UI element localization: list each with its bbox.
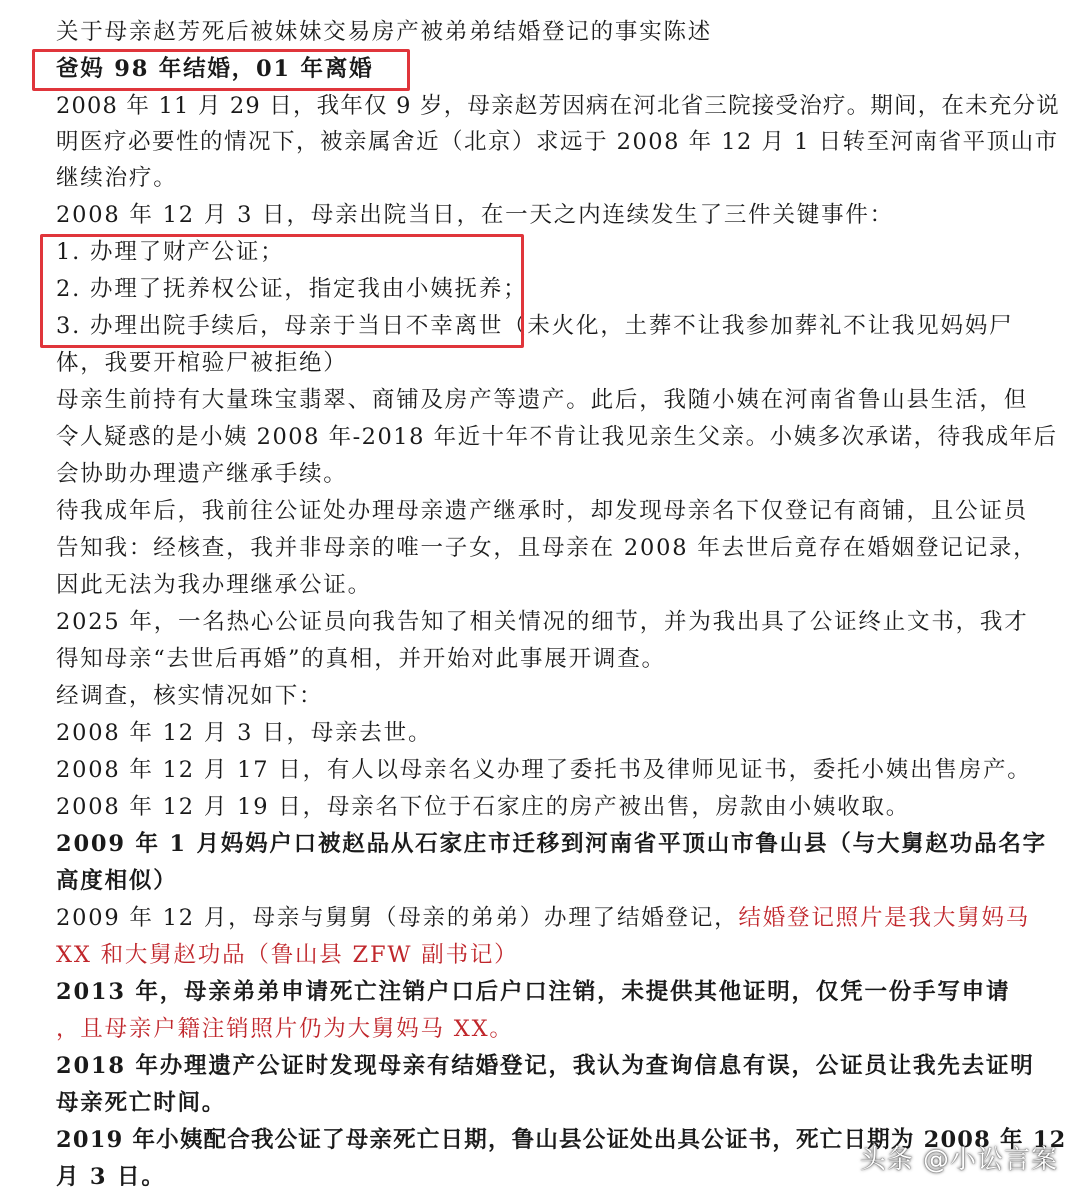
line-15: 因此无法为我办理继承公证。 [56,572,372,598]
line-1: 爸妈 98 年结婚，01 年离婚 [56,56,374,82]
line-12: 会协助办理遗产继承手续。 [56,461,348,487]
watermark: 头条 @小讼言案 [859,1145,1058,1175]
line-30: 2019 年小姨配合我公证了母亲死亡日期，鲁山县公证处出具公证书，死亡日期为 2008 年 12 [56,1127,1067,1153]
line-28: 2018 年办理遗产公证时发现母亲有结婚登记，我认为查询信息有误，公证员让我先去证明 [56,1053,1035,1079]
document-title: 关于母亲赵芳死后被妹妹交易房产被弟弟结婚登记的事实陈述 [56,19,713,45]
line-5: 2008 年 12 月 3 日，母亲出院当日，在一天之内连续发生了三件关键事件： [56,202,894,228]
line-24-text: 2009 年 12 月，母亲与舅舅（母亲的弟弟）办理了结婚登记， [56,905,739,931]
line-22: 2009 年 1 月妈妈户口被赵品从石家庄市迁移到河南省平顶山市鲁山县（与大舅赵功品名字 [56,831,1047,857]
line-19: 2008 年 12 月 3 日，母亲去世。 [56,720,433,746]
line-3: 明医疗必要性的情况下，被亲属舍近（北京）求远于 2008 年 12 月 1 日转至河南省平顶山市 [56,129,1059,155]
list-item-3: 3. 办理出院手续后，母亲于当日不幸离世（未火化，土葬不让我参加葬礼不让我见妈妈尸 [56,313,1014,339]
line-16: 2025 年，一名热心公证员向我告知了相关情况的细节，并为我出具了公证终止文书，我才 [56,609,1029,635]
line-11: 令人疑惑的是小姨 2008 年-2018 年近十年不肯让我见亲生父亲。小姨多次承诺，待我成年后 [56,424,1058,450]
line-24-red-text: 结婚登记照片是我大舅妈马 [738,905,1031,931]
line-13: 待我成年后，我前往公证处办理母亲遗产继承时，却发现母亲名下仅登记有商铺，且公证员 [56,498,1029,524]
line-21: 2008 年 12 月 19 日，母亲名下位于石家庄的房产被出售，房款由小姨收取。 [56,794,911,820]
line-14: 告知我：经核查，我并非母亲的唯一子女，且母亲在 2008 年去世后竟存在婚姻登记记录， [56,535,1038,561]
highlight-box-marriage [32,49,410,91]
line-24 [56,900,1030,936]
line-27-red-text: ，且母亲户籍注销照片仍为大舅妈马 XX。 [56,1016,514,1042]
list-item-1: 1. 办理了财产公证； [56,239,285,265]
line-4: 继续治疗。 [56,165,178,191]
line-18: 经调查，核实情况如下： [56,683,324,709]
line-29: 母亲死亡时间。 [56,1090,227,1116]
line-10: 母亲生前持有大量珠宝翡翠、商铺及房产等遗产。此后，我随小姨在河南省鲁山县生活，但 [56,387,1029,413]
line-23: 高度相似） [56,868,178,894]
list-item-2: 2. 办理了抚养权公证，指定我由小姨抚养； [56,276,528,302]
line-25-red-text: XX 和大舅赵功品（鲁山县 ZFW 副书记） [56,942,519,968]
line-17: 得知母亲“去世后再婚”的真相，并开始对此事展开调查。 [56,646,666,672]
line-9: 体，我要开棺验尸被拒绝） [56,350,348,376]
line-20: 2008 年 12 月 17 日，有人以母亲名义办理了委托书及律师见证书，委托小姨出售房产。 [56,757,1032,783]
line-31: 月 3 日。 [56,1164,166,1190]
line-26: 2013 年，母亲弟弟申请死亡注销户口后户口注销，未提供其他证明，仅凭一份手写申请 [56,979,1011,1005]
line-2: 2008 年 11 月 29 日，我年仅 9 岁，母亲赵芳因病在河北省三院接受治疗。期间，在未充分说 [56,93,1060,119]
highlight-box-key-events [40,234,524,348]
